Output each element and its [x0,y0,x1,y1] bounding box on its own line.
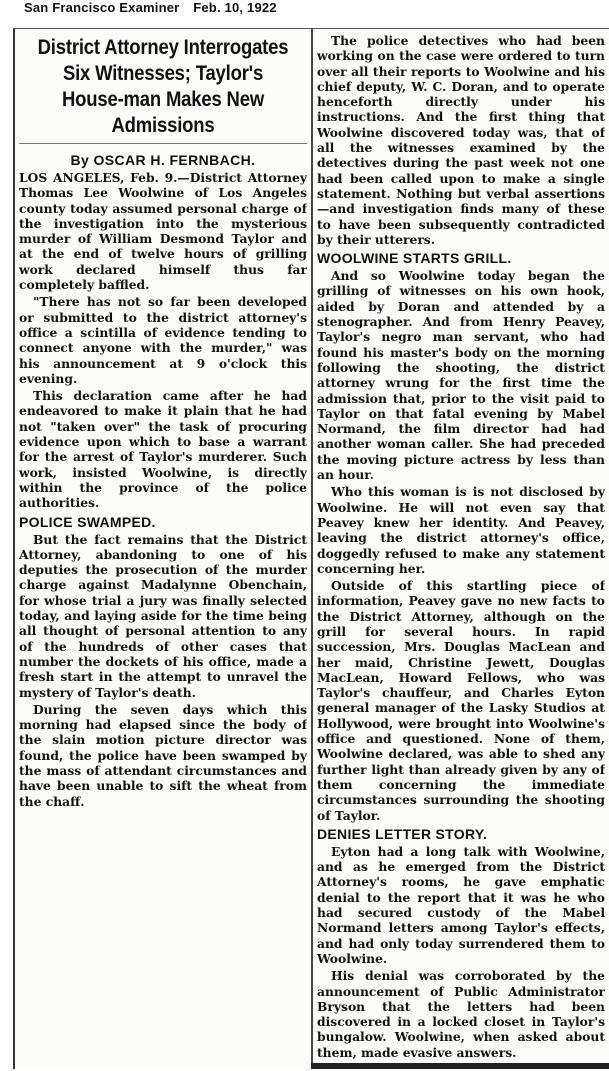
paragraph: His denial was corroborated by the announcement of Public Administrator Bryson that the letters had been discovered in a locked closet in Taylor's bungalow. Woolwine, when asked about them, made evasive answers. [317,968,605,1060]
paragraph-dateline: LOS ANGELES, Feb. 9.—District Attorney Thomas Lee Woolwine of Los Angeles county today assumed personal charge of the investigation into the mysterious murder of William Desmond Taylor and at the end of twelve hours of grilling work declared himself thus far completely baffled. [19,170,307,293]
paragraph: "There has not so far been developed or submitted to the district attorney's office a scintilla of evidence tending to connect anyone with the murder," was his announcement at 9 o'clock this evening. [19,294,307,386]
paragraph: During the seven days which this morning had elapsed since the body of the slain motion picture director was found, the police have been swamped by the mass of attendant circumstances and have been unable to sift the wheat from the chaff. [19,701,307,809]
headline-rule [19,143,307,144]
publication-name: San Francisco Examiner [24,0,180,15]
publication-date: Feb. 10, 1922 [193,0,277,15]
article-byline: By OSCAR H. FERNBACH. [70,152,256,168]
newspaper-clipping [13,28,609,1069]
column-divider [311,29,313,1069]
subheading-denies-letter-story: DENIES LETTER STORY. [317,825,488,842]
paragraph: But the fact remains that the District Attorney, abandoning to one of his deputies the prosecution of the murder charge against Madalynne Obenchain, for whose trial a jury was finally selected today, and laying aside for the time being all thought of personal attention to any of the hundreds of other cases that number the dockets of his office, made a fresh start in the attempt to unravel the mystery of Taylor's death. [19,531,307,700]
paragraph: This declaration came after he had endeavored to make it plain that he had not "taken over" the task of procuring evidence upon which to base a warrant for the arrest of Taylor's murderer. Such work, insisted Woolwine, is directly within the province of the police authorities. [19,388,307,511]
article-headline: District Attorney Interrogates Six Witnesses; Taylor's House-man Makes New Admissions [37,36,289,137]
paragraph: The police detectives who had been working on the case were ordered to turn over all their reports to Woolwine and his chief deputy, W. C. Doran, and to operate henceforth directly under his instructions. And the first thing that Woolwine discovered today was, that of all the witnesses examined by the detectives during the past week not one had been called upon to make a single statement. Nothing but verbal assertions—and investigation finds many of these to have been subsequently contradicted by their utterers. [317,33,605,247]
left-column [19,33,307,811]
paragraph: And so Woolwine today began the grilling of witnesses on his own hook, aided by Doran and attended by a stenographer. And from Henry Peavey, Taylor's negro man servant, who had found his master's body on the morning following the shooting, the district attorney wrung for the first time the admission that, prior to the visit paid to Taylor on that fatal evening by Mabel Normand, the film director had had another woman caller. She had preceded the moving picture actress by less than an hour. [317,268,605,483]
clipping-caption [24,0,277,15]
subheading-woolwine-starts-grill: WOOLWINE STARTS GRILL. [317,250,512,267]
right-column [317,33,605,1062]
paragraph: Who this woman is is not disclosed by Woolwine. He will not even say that Peavey knew her identity. And Peavey, leaving the district attorney's office, doggedly refused to make any statement concerning her. [317,484,605,576]
paragraph: Eyton had a long talk with Woolwine, and as he emerged from the District Attorney's rooms, he gave emphatic denial to the report that it was he who had secured custody of the Mabel Normand letters among Taylor's effects, and had only today surrendered them to Woolwine. [317,843,605,966]
scan-edge-smudge [311,1063,609,1069]
subheading-police-swamped: POLICE SWAMPED. [19,513,156,530]
paragraph: Outside of this startling piece of information, Peavey gave no new facts to the District Attorney, although on the grill for several hours. In rapid succession, Mrs. Douglas MacLean and her maid, Christine Jewett, Douglas MacLean, Howard Fellows, who was Taylor's chauffeur, and Charles Eyton general manager of the Lasky Studios at Hollywood, were brought into Woolwine's office and questioned. None of them, Woolwine declared, was able to shed any further light than already given by any of them concerning the immediate circumstances surrounding the shooting of Taylor. [317,578,605,823]
